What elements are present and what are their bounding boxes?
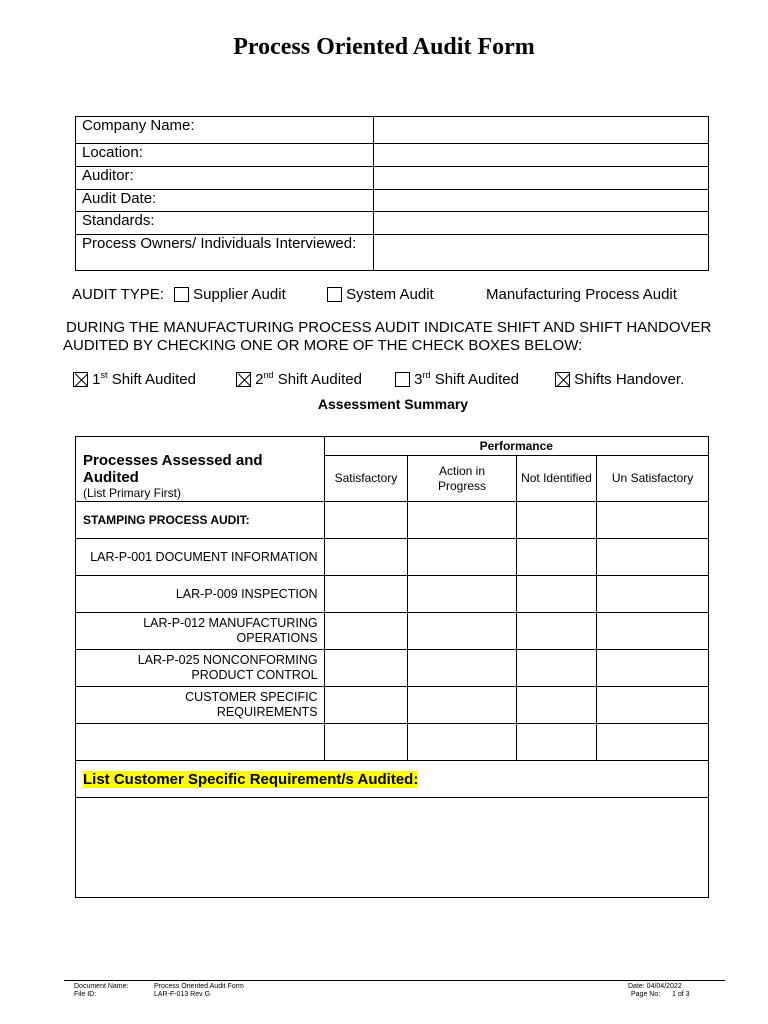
col-satisfactory: Satisfactory <box>324 456 408 502</box>
info-label: Audit Date: <box>76 190 374 212</box>
process-item: LAR-P-009 INSPECTION <box>76 576 325 613</box>
audit-type-label: AUDIT TYPE: <box>72 286 164 303</box>
footer-page-label: Page No: <box>631 991 661 998</box>
shift-1-label: Shift Audited <box>107 371 196 388</box>
shift-2-suffix: nd <box>263 370 274 380</box>
footer-doc-name-value: Process Oriented Audit Form <box>154 983 244 990</box>
shift-3-ordinal: 3 <box>414 371 423 388</box>
footer-date: Date: 04/04/2022 <box>628 983 682 990</box>
info-row <box>76 167 709 190</box>
csr-entry-field[interactable] <box>76 798 709 898</box>
shift-1-checkbox[interactable] <box>73 372 88 387</box>
info-row <box>76 117 709 144</box>
rating-cell[interactable] <box>597 576 709 613</box>
shift-handover-label: Shifts Handover. <box>574 371 685 388</box>
rating-cell[interactable] <box>516 613 596 650</box>
interviewees-field[interactable] <box>374 235 709 271</box>
rating-cell[interactable] <box>324 650 408 687</box>
rating-cell[interactable] <box>408 613 516 650</box>
process-item: CUSTOMER SPECIFIC REQUIREMENTS <box>76 687 325 724</box>
shift-2-ordinal: 2 <box>255 371 264 388</box>
assessment-table <box>75 436 709 898</box>
rating-cell[interactable] <box>516 502 596 539</box>
table-row <box>76 502 709 539</box>
col-action-in-progress: Action in Progress <box>408 456 516 502</box>
rating-cell[interactable] <box>324 539 408 576</box>
rating-cell[interactable] <box>597 724 709 761</box>
info-label: Process Owners/ Individuals Interviewed: <box>76 235 374 271</box>
table-row <box>76 539 709 576</box>
footer-file-id-value: LAR-F-013 Rev G <box>154 991 211 998</box>
rating-cell[interactable] <box>324 687 408 724</box>
process-subheader: (List Primary First) <box>83 486 181 500</box>
csr-header-cell <box>76 761 709 798</box>
page-title: Process Oriented Audit Form <box>233 34 535 60</box>
info-row <box>76 144 709 167</box>
supplier-audit-label: Supplier Audit <box>193 286 286 303</box>
rating-cell[interactable] <box>408 650 516 687</box>
shift-1-ordinal: 1 <box>92 371 101 388</box>
process-item: LAR-P-001 DOCUMENT INFORMATION <box>76 539 325 576</box>
shift-2-checkbox[interactable] <box>236 372 251 387</box>
csr-header-row <box>76 761 709 798</box>
info-label: Auditor: <box>76 167 374 190</box>
process-header-cell <box>76 437 325 502</box>
info-label: Company Name: <box>76 117 374 144</box>
rating-cell[interactable] <box>597 650 709 687</box>
standards-field[interactable] <box>374 212 709 235</box>
info-row <box>76 190 709 212</box>
process-item: LAR-P-012 MANUFACTURING OPERATIONS <box>76 613 325 650</box>
rating-cell[interactable] <box>408 576 516 613</box>
shift-1-suffix: st <box>100 370 108 380</box>
section-label: STAMPING PROCESS AUDIT: <box>76 502 325 539</box>
table-row <box>76 687 709 724</box>
process-item: LAR-P-025 NONCONFORMING PRODUCT CONTROL <box>76 650 325 687</box>
table-row <box>76 650 709 687</box>
info-row <box>76 235 709 271</box>
instruction-line-2: AUDITED BY CHECKING ONE OR MORE OF THE CHECK BOXES BELOW: <box>63 337 583 354</box>
system-audit-option[interactable] <box>327 286 434 303</box>
shift-2-label: Shift Audited <box>273 371 362 388</box>
table-row <box>76 724 709 761</box>
rating-cell[interactable] <box>408 502 516 539</box>
rating-cell[interactable] <box>324 724 408 761</box>
manufacturing-audit-label: Manufacturing Process Audit <box>486 286 677 303</box>
supplier-audit-checkbox[interactable] <box>174 287 189 302</box>
process-item[interactable] <box>76 724 325 761</box>
system-audit-checkbox[interactable] <box>327 287 342 302</box>
rating-cell[interactable] <box>516 539 596 576</box>
rating-cell[interactable] <box>408 539 516 576</box>
shift-handover-checkbox[interactable] <box>555 372 570 387</box>
system-audit-label: System Audit <box>346 286 434 303</box>
company-name-field[interactable] <box>374 117 709 144</box>
audit-date-field[interactable] <box>374 190 709 212</box>
footer-doc-name-label: Document Name: <box>74 983 129 990</box>
csr-entry-row <box>76 798 709 898</box>
info-label: Standards: <box>76 212 374 235</box>
shift-3-label: Shift Audited <box>430 371 519 388</box>
assessment-summary-heading: Assessment Summary <box>317 396 469 412</box>
company-info-table <box>75 116 709 271</box>
process-header: Processes Assessed and Audited <box>83 452 263 486</box>
rating-cell[interactable] <box>516 576 596 613</box>
rating-cell[interactable] <box>597 613 709 650</box>
location-field[interactable] <box>374 144 709 167</box>
shift-instructions <box>63 319 733 355</box>
rating-cell[interactable] <box>516 687 596 724</box>
rating-cell[interactable] <box>516 724 596 761</box>
rating-cell[interactable] <box>324 502 408 539</box>
instruction-line-1: DURING THE MANUFACTURING PROCESS AUDIT INDICATE SHIFT AND SHIFT HANDOVER <box>66 319 712 336</box>
auditor-field[interactable] <box>374 167 709 190</box>
shift-1-option[interactable] <box>73 371 196 388</box>
info-row <box>76 212 709 235</box>
shift-3-checkbox[interactable] <box>395 372 410 387</box>
rating-cell[interactable] <box>324 576 408 613</box>
shift-3-suffix: rd <box>422 370 431 380</box>
shift-3-option[interactable] <box>395 371 519 388</box>
col-not-identified: Not Identified <box>516 456 596 502</box>
rating-cell[interactable] <box>597 502 709 539</box>
footer-page-value: 1 of 3 <box>672 991 690 998</box>
info-label: Location: <box>76 144 374 167</box>
rating-cell[interactable] <box>597 539 709 576</box>
footer-file-id-label: File ID: <box>74 991 97 998</box>
shift-handover-option[interactable] <box>555 371 684 388</box>
csr-label: List Customer Specific Requirement/s Audited: <box>83 770 419 788</box>
rating-cell[interactable] <box>516 650 596 687</box>
performance-header: Performance <box>324 437 708 456</box>
rating-cell[interactable] <box>408 687 516 724</box>
rating-cell[interactable] <box>324 613 408 650</box>
col-unsatisfactory: Un Satisfactory <box>597 456 709 502</box>
performance-header-row <box>76 437 709 456</box>
rating-cell[interactable] <box>597 687 709 724</box>
supplier-audit-option[interactable] <box>174 286 286 303</box>
rating-cell[interactable] <box>408 724 516 761</box>
table-row <box>76 576 709 613</box>
shift-2-option[interactable] <box>236 371 362 388</box>
table-row <box>76 613 709 650</box>
footer-divider <box>64 980 725 981</box>
